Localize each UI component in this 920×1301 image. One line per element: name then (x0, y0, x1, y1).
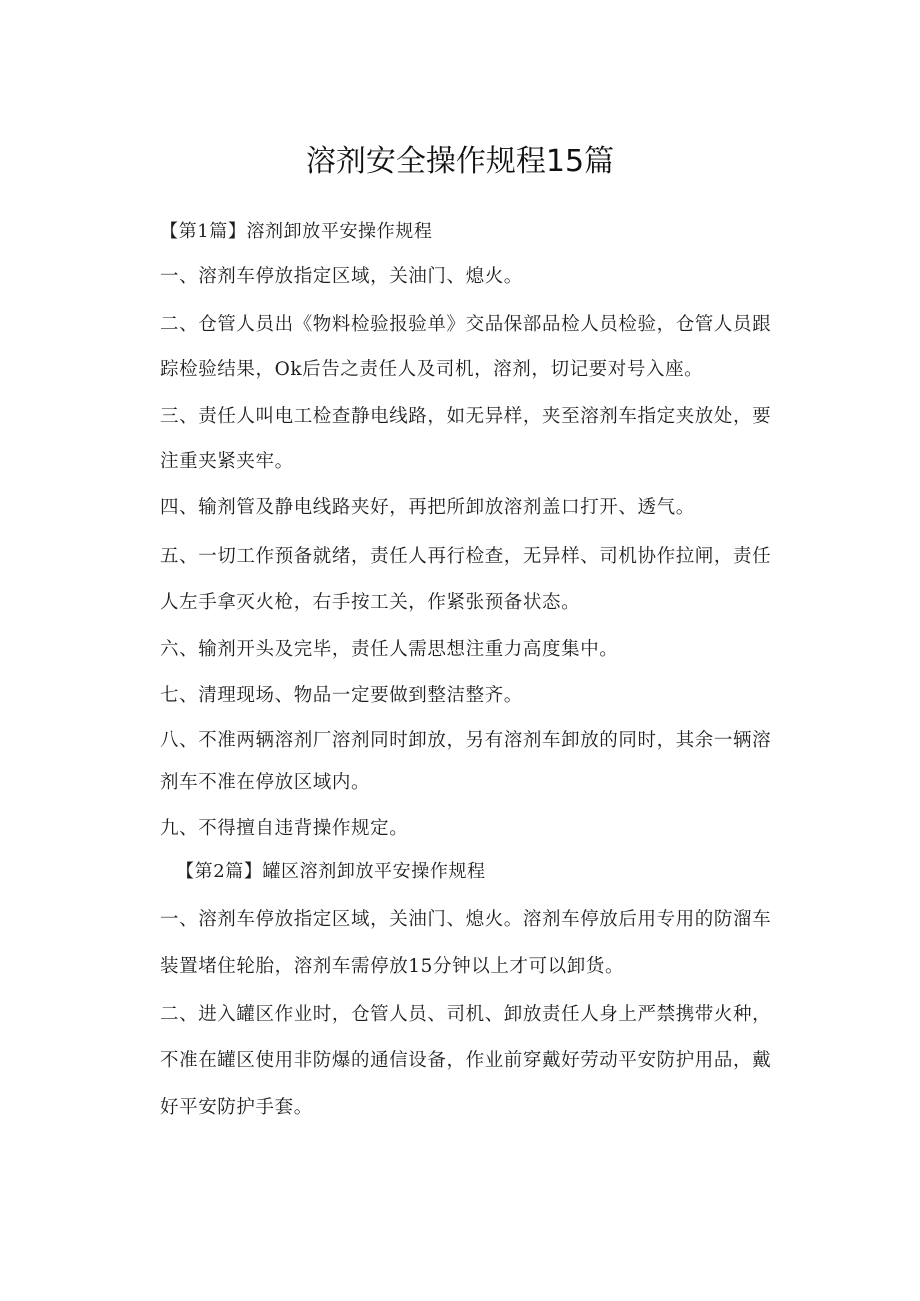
paragraph-line: 注重夹紧夹牢。 (160, 451, 294, 472)
paragraph-line: 四、输剂管及静电线路夹好，再把所卸放溶剂盖口打开、透气。 (160, 497, 695, 518)
paragraph-line: 装置堵住轮胎，溶剂车需停放15分钟以上才可以卸货。 (160, 956, 625, 977)
paragraph-line: 好平安防护手套。 (160, 1097, 313, 1118)
document-title: 溶剂安全操作规程15篇 (305, 144, 615, 179)
paragraph-line: 五、一切工作预备就绪，责任人再行检查，无异样、司机协作拉闸，责任 (160, 546, 772, 567)
paragraph-line: 七、清理现场、物品一定要做到整洁整齐。 (160, 685, 523, 706)
paragraph-line: 不准在罐区使用非防爆的通信设备，作业前穿戴好劳动平安防护用品，戴 (160, 1050, 772, 1071)
paragraph-line: 二、仓管人员出《物料检验报验单》交品保部品检人员检验，仓管人员跟 (160, 314, 772, 335)
paragraph-line: 一、溶剂车停放指定区域，关油门、熄火。溶剂车停放后用专用的防溜车 (160, 909, 772, 930)
paragraph-line: 剂车不准在停放区域内。 (160, 772, 371, 793)
paragraph-line: 一、溶剂车停放指定区域，关油门、熄火。 (160, 266, 523, 287)
paragraph-line: 人左手拿灭火枪，右手按工关，作紧张预备状态。 (160, 592, 581, 613)
paragraph-line: 二、进入罐区作业时，仓管人员、司机、卸放责任人身上严禁携带火种， (160, 1004, 772, 1025)
paragraph-line: 六、输剂开头及完毕，责任人需思想注重力高度集中。 (160, 639, 619, 660)
section-heading-1: 【第1篇】溶剂卸放平安操作规程 (160, 221, 433, 242)
paragraph-line: 九、不得擅自违背操作规定。 (160, 818, 409, 839)
paragraph-line: 八、不准两辆溶剂厂溶剂同时卸放，另有溶剂车卸放的同时，其余一辆溶 (160, 730, 772, 751)
paragraph-line: 三、责任人叫电工检查静电线路，如无异样，夹至溶剂车指定夹放处，要 (160, 406, 772, 427)
section-heading-2: 【第2篇】罐区溶剂卸放平安操作规程 (176, 861, 486, 882)
paragraph-line: 踪检验结果，Ok后告之责任人及司机，溶剂，切记要对号入座。 (160, 359, 704, 380)
